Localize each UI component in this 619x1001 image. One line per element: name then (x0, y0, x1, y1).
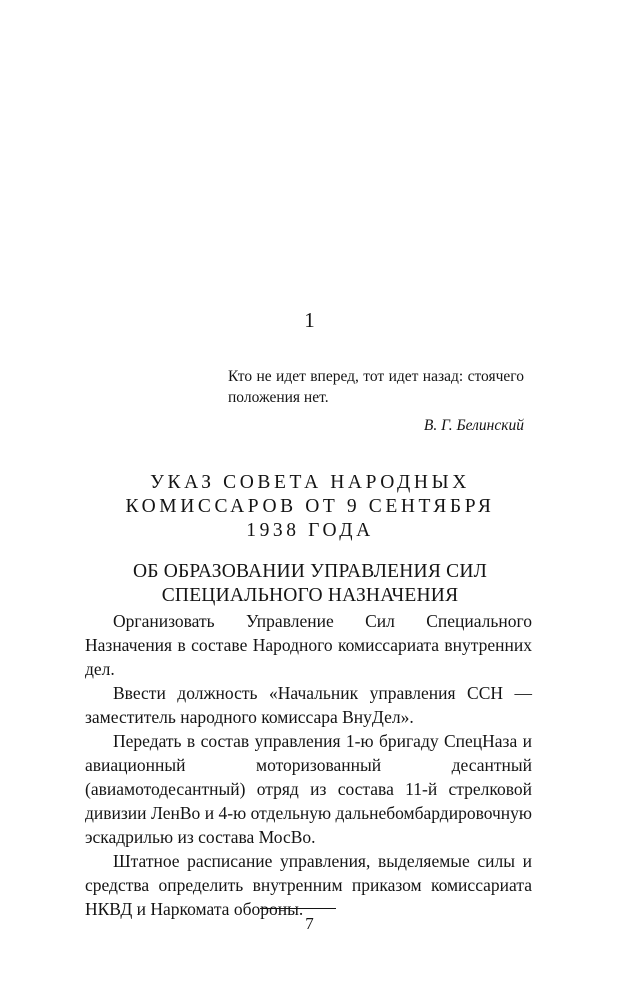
decree-subtitle-line: ОБ ОБРАЗОВАНИИ УПРАВЛЕНИЯ СИЛ (132, 561, 488, 582)
epigraph (228, 366, 524, 436)
decree-body (85, 609, 532, 921)
decree-subtitle-line: СПЕЦИАЛЬНОГО НАЗНАЧЕНИЯ (161, 585, 459, 606)
epigraph-author: В. Г. Белинский (423, 417, 524, 434)
body-paragraph: Передать в состав управления 1-ю бригаду СпецНаза и авиационный моторизованный десантный (авиамотодесантный) отряд из состава 11-й стрелковой дивизии ЛенВо и 4-ю отдельную дальнебомбардировочную эскадрилью из состава МосВо. (85, 731, 532, 847)
epigraph-text: Кто не идет вперед, тот идет назад: стоячего положения нет. (228, 368, 524, 406)
decree-subtitle (90, 560, 530, 608)
decree-title-line: КОМИССАРОВ ОТ 9 СЕНТЯБРЯ (125, 496, 495, 517)
body-paragraph: Ввести должность «Начальник управления ССН — заместитель народного комиссара ВнуДел». (85, 683, 532, 727)
footer-rule (260, 908, 336, 909)
decree-title-line: 1938 ГОДА (246, 520, 374, 541)
decree-title-line: УКАЗ СОВЕТА НАРОДНЫХ (150, 472, 470, 493)
chapter-number: 1 (304, 308, 315, 332)
body-paragraph: Организовать Управление Сил Специального Назначения в составе Народного комиссариата внутренних дел. (85, 611, 532, 679)
decree-title (90, 471, 530, 543)
body-paragraph: Штатное расписание управления, выделяемые силы и средства определить внутренним приказом комиссариата НКВД и Наркомата обороны. (85, 851, 532, 919)
page-number: 7 (305, 914, 314, 933)
